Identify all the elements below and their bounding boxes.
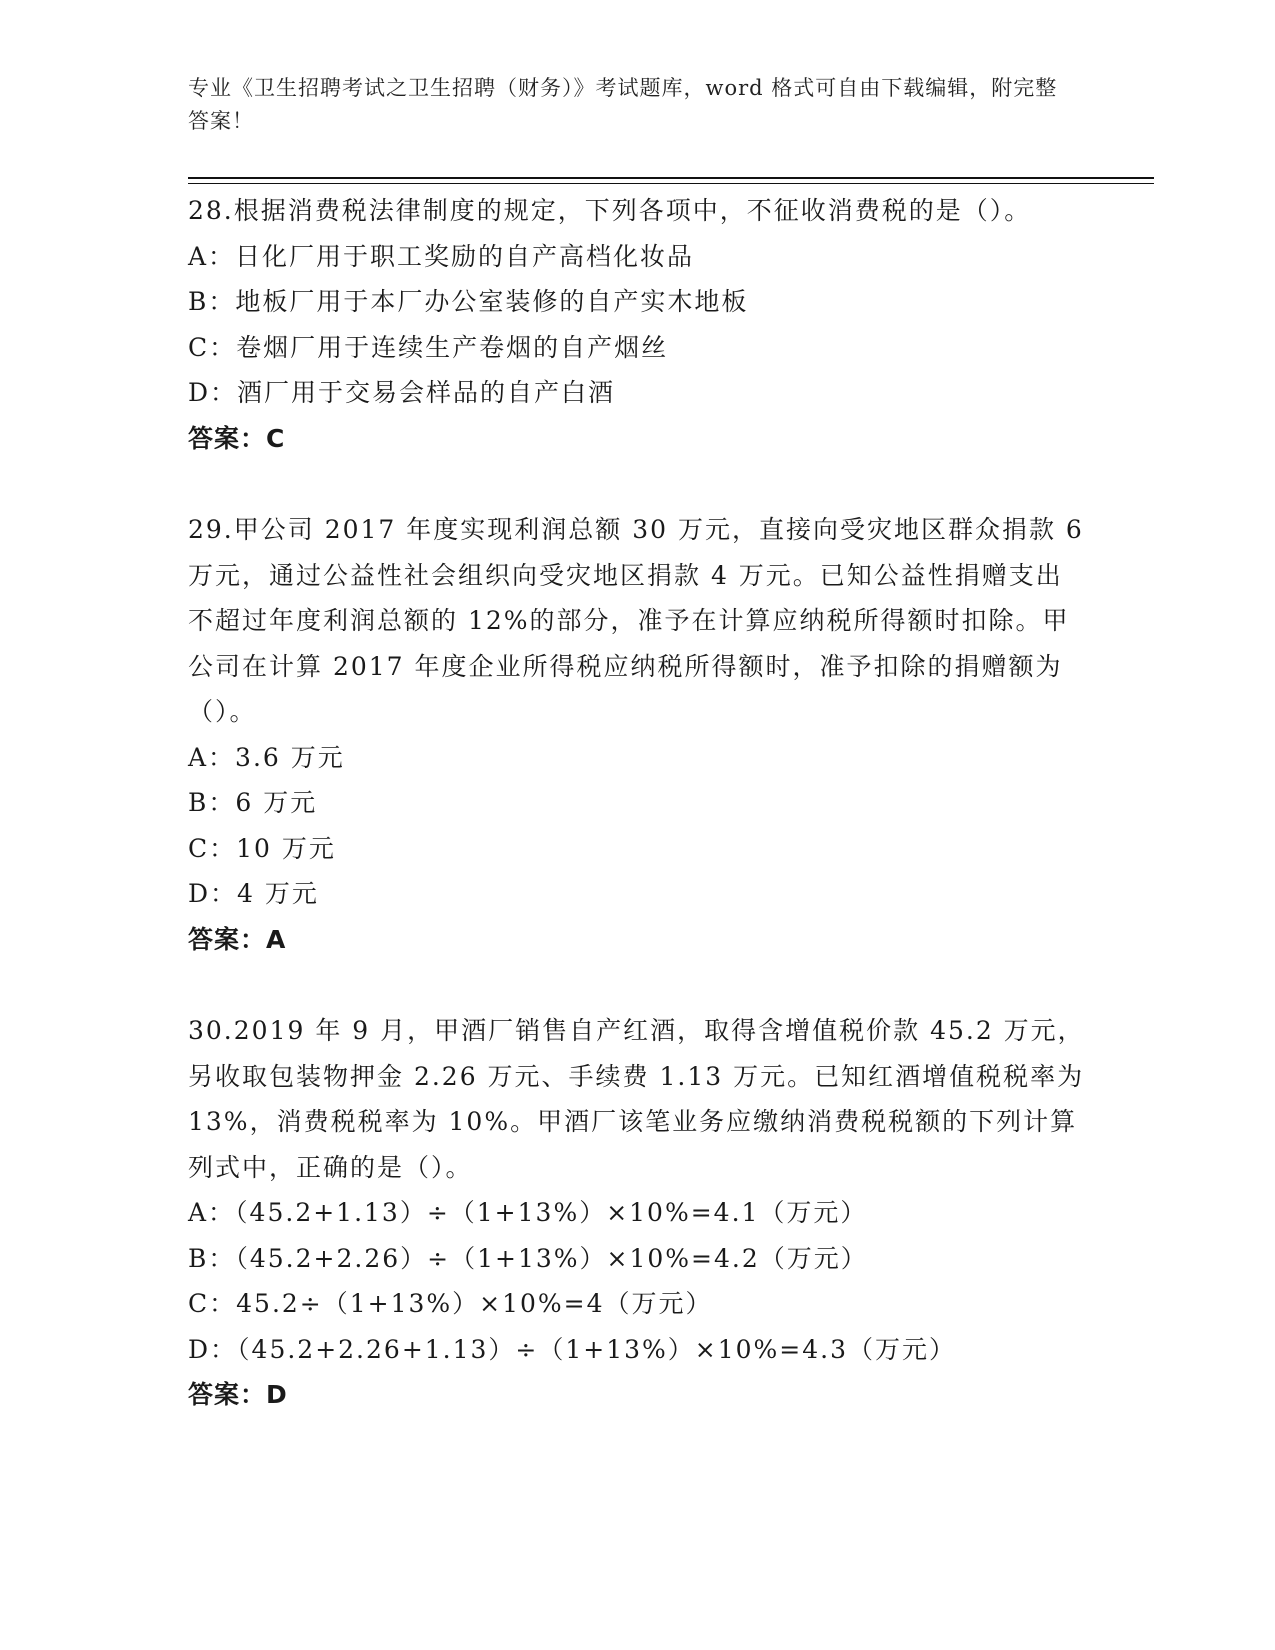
header-divider-thick — [188, 177, 1154, 179]
answer-label: 答案：D — [188, 1380, 288, 1409]
option-c: C：卷烟厂用于连续生产卷烟的自产烟丝 — [188, 332, 669, 362]
option-d: D：酒厂用于交易会样品的自产白酒 — [188, 378, 616, 407]
question-spacer — [188, 461, 1088, 507]
option-b: B：6 万元 — [188, 788, 318, 817]
option-c: C：10 万元 — [188, 833, 336, 863]
question-30 — [188, 1008, 1088, 1418]
option-a: A：日化厂用于职工奖励的自产高档化妆品 — [188, 241, 695, 271]
option-c: C：45.2÷（1+13%）×10%=4（万元） — [188, 1289, 713, 1318]
question-list — [188, 188, 1088, 1418]
answer-label: 答案：A — [188, 924, 287, 954]
option-a: A：3.6 万元 — [188, 742, 345, 772]
question-stem: 30.2019 年 9 月，甲酒厂销售自产红酒，取得含增值税价款 45.2 万元，另收取包装物押金 2.26 万元、手续费 1.13 万元。已知红酒增值税税率为 13%，消费税税率为 10%。甲酒厂该笔业务应缴纳消费税税额的下列计算列式中，正确的是（）。 — [188, 1016, 1085, 1182]
header-divider-thin — [188, 183, 1154, 184]
option-b: B：地板厂用于本厂办公室装修的自产实木地板 — [188, 287, 749, 316]
option-d: D：4 万元 — [188, 879, 319, 908]
question-stem: 29.甲公司 2017 年度实现利润总额 30 万元，直接向受灾地区群众捐款 6 万元，通过公益性社会组织向受灾地区捐款 4 万元。已知公益性捐赠支出不超过年度利润总额的 12%的部分，准予在计算应纳税所得额时扣除。甲公司在计算 2017 年度企业所得税应纳税所得额时，准予扣除的捐赠额为（）。 — [188, 515, 1084, 726]
option-b: B：（45.2+2.26）÷（1+13%）×10%=4.2（万元） — [188, 1243, 868, 1273]
question-stem: 28.根据消费税法律制度的规定，下列各项中，不征收消费税的是（）。 — [188, 196, 1032, 225]
option-d: D：（45.2+2.26+1.13）÷（1+13%）×10%=4.3（万元） — [188, 1334, 957, 1364]
question-29 — [188, 507, 1088, 962]
question-28 — [188, 188, 1088, 461]
option-a: A：（45.2+1.13）÷（1+13%）×10%=4.1（万元） — [188, 1198, 868, 1227]
question-spacer — [188, 962, 1088, 1008]
answer-label: 答案：C — [188, 423, 286, 453]
document-header: 专业《卫生招聘考试之卫生招聘（财务）》考试题库，word 格式可自由下载编辑，附完整答案！ — [188, 76, 1058, 133]
